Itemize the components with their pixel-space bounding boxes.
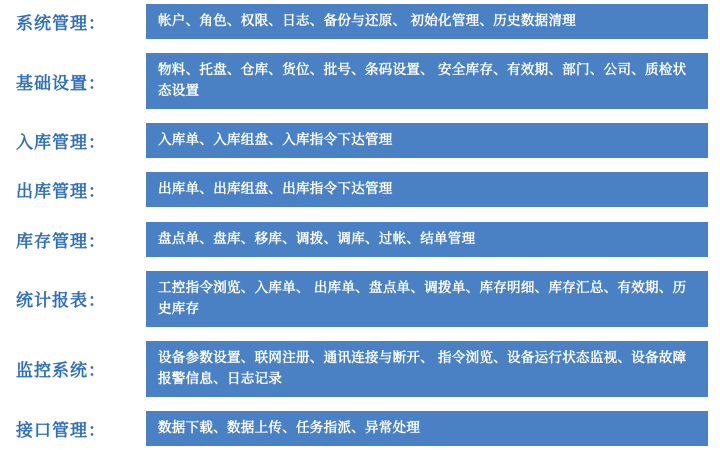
module-label: 入库管理： <box>16 133 106 153</box>
module-row <box>6 271 708 327</box>
module-items: 工控指令浏览、入库单、 出库单、盘点单、调拨单、库存明细、库存汇总、有效期、历史库存 <box>146 271 708 327</box>
module-row <box>6 222 708 257</box>
module-row <box>6 341 708 397</box>
module-items: 出库单、出库组盘、出库指令下达管理 <box>146 172 708 207</box>
module-label: 监控系统： <box>16 361 106 381</box>
module-row <box>6 4 708 39</box>
module-items: 数据下载、数据上传、任务指派、异常处理 <box>146 411 708 446</box>
module-items: 盘点单、盘库、移库、调拨、调库、过帐、结单管理 <box>146 222 708 257</box>
module-label: 出库管理： <box>16 182 106 202</box>
module-label: 基础设置： <box>16 73 106 93</box>
module-row <box>6 53 708 109</box>
module-items: 帐户、角色、权限、日志、备份与还原、 初始化管理、历史数据清理 <box>146 4 708 39</box>
module-label: 接口管理： <box>16 421 106 441</box>
module-row <box>6 123 708 158</box>
module-label: 统计报表： <box>16 291 106 311</box>
module-label: 库存管理： <box>16 231 106 251</box>
module-label: 系统管理： <box>16 13 106 33</box>
module-items: 设备参数设置、联网注册、通讯连接与断开、 指令浏览、设备运行状态监视、设备故障报警信息、日志记录 <box>146 341 708 397</box>
module-items: 物料、托盘、仓库、货位、批号、条码设置、 安全库存、有效期、部门、公司、质检状态设置 <box>146 53 708 109</box>
module-row <box>6 411 708 446</box>
module-row <box>6 172 708 207</box>
module-items: 入库单、入库组盘、入库指令下达管理 <box>146 123 708 158</box>
